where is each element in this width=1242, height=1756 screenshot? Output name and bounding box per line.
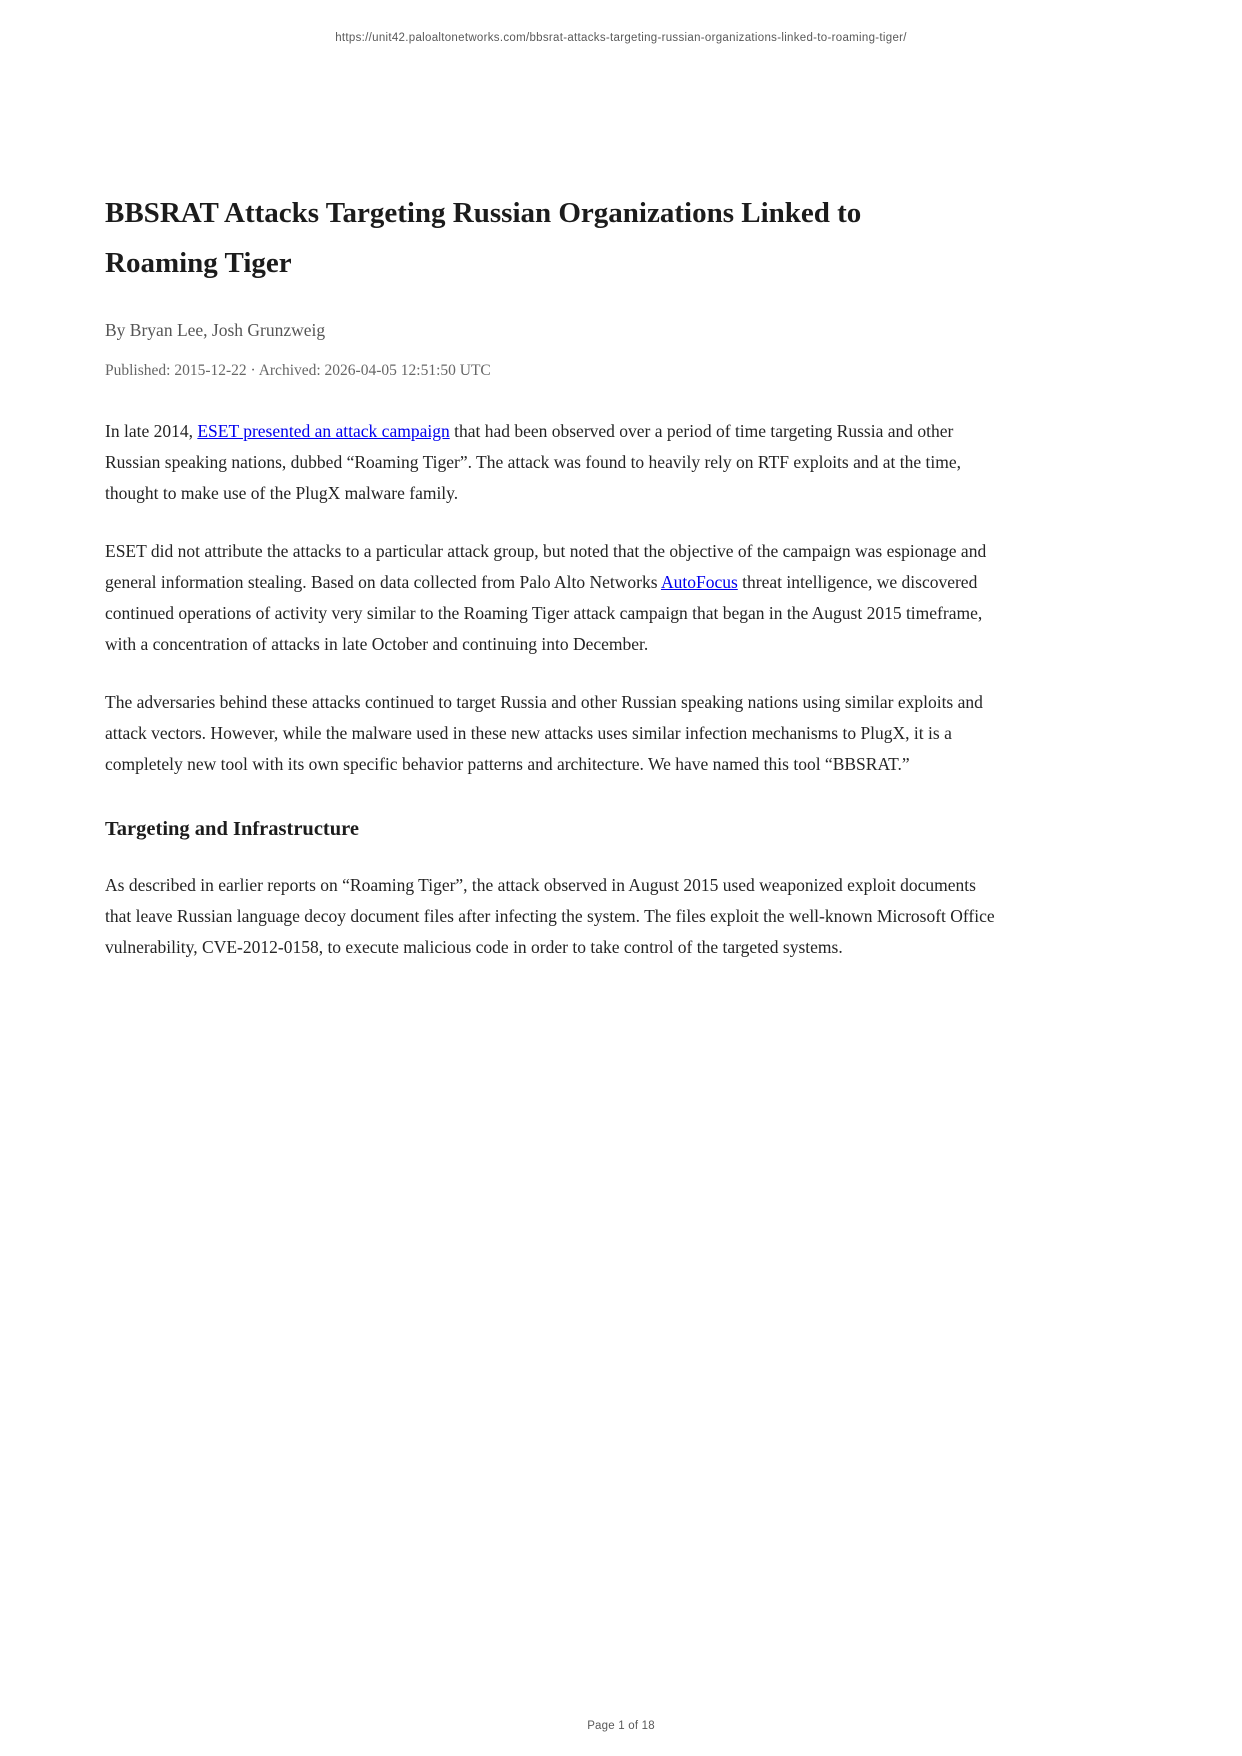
eset-campaign-link[interactable]: ESET presented an attack campaign bbox=[197, 421, 450, 441]
paragraph-1 bbox=[105, 416, 1005, 509]
article-body bbox=[105, 188, 1005, 990]
paragraph-4: As described in earlier reports on “Roaming Tiger”, the attack observed in August 2015 used weaponized exploit documents that leave Russian language decoy document files after infecting the system. The files exploit the well-known Microsoft Office vulnerability, CVE-2012-0158, to execute malicious code in order to take control of the targeted systems. bbox=[105, 875, 995, 957]
print-footer bbox=[0, 1716, 1242, 1734]
paragraph-2-text-pre: ESET did not attribute the attacks to a particular attack group, but noted that the objective of the campaign was espionage and general information stealing. Based on data collected from Palo Alto Networks bbox=[105, 541, 987, 592]
section-heading-targeting-and-infrastructure: Targeting and Infrastructure bbox=[105, 818, 359, 840]
article-byline: By Bryan Lee, Josh Grunzweig bbox=[105, 320, 326, 340]
published-archived-meta: Published: 2015-12-22 · Archived: 2026-04-05 12:51:50 UTC bbox=[105, 362, 491, 379]
autofocus-link[interactable]: AutoFocus bbox=[660, 572, 738, 592]
paragraph-3: The adversaries behind these attacks continued to target Russia and other Russian speaking nations using similar exploits and attack vectors. However, while the malware used in these new attacks uses similar infection mechanisms to PlugX, it is a completely new tool with its own specific behavior patterns and architecture. We have named this tool “BBSRAT.” bbox=[105, 692, 983, 774]
article-title: BBSRAT Attacks Targeting Russian Organizations Linked to Roaming Tiger bbox=[105, 197, 862, 279]
source-url: https://unit42.paloaltonetworks.com/bbsrat-attacks-targeting-russian-organizations-linked-to-roaming-tiger/ bbox=[335, 32, 907, 44]
page-number: Page 1 of 18 bbox=[587, 1720, 655, 1732]
paragraph-1-text-post: that had been observed over a period of time targeting Russia and other Russian speaking nations, dubbed “Roaming Tiger”. The attack was found to heavily rely on RTF exploits and at the time, thought to make use of the PlugX malware family. bbox=[105, 421, 961, 503]
paragraph-2 bbox=[105, 536, 1005, 660]
paragraph-1-text-pre: In late 2014, bbox=[105, 421, 198, 441]
print-header bbox=[0, 28, 1242, 46]
paragraph-2-text-post: threat intelligence, we discovered continued operations of activity very similar to the Roaming Tiger attack campaign that began in the August 2015 timeframe, with a concentration of attacks in late October and continuing into December. bbox=[105, 572, 983, 654]
